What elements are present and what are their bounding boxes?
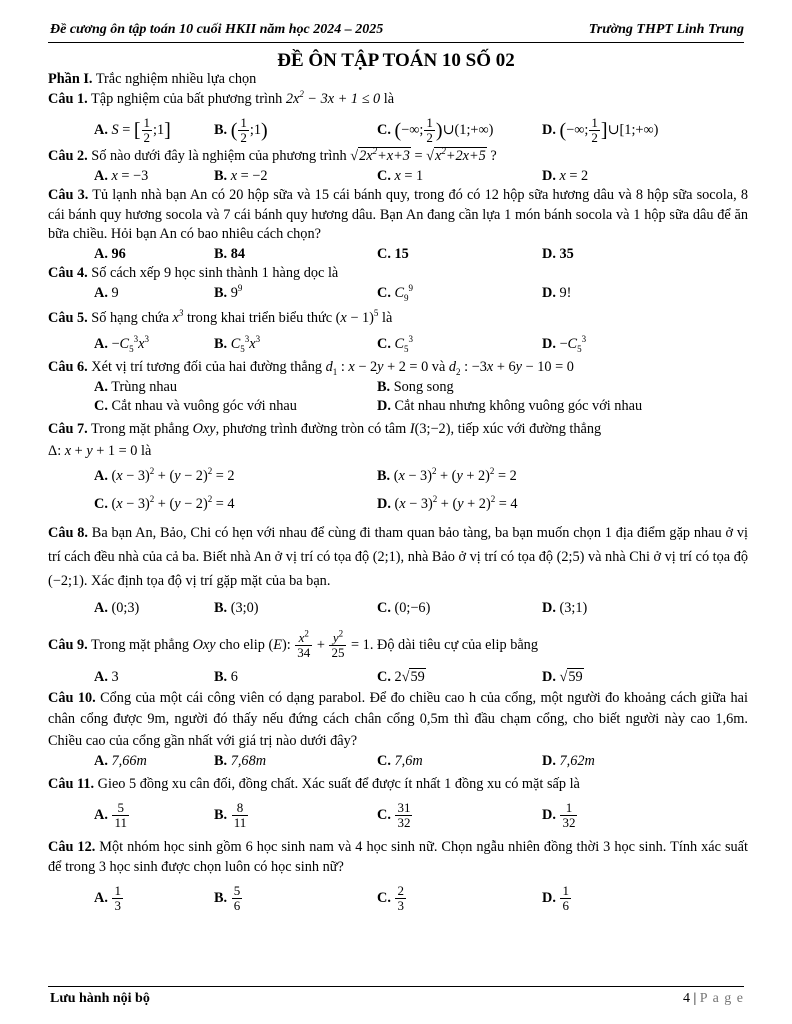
question-2: Câu 2. Số nào dưới đây là nghiệm của phương trình $√2x^2+x+3 = √x^2+2x+5$ ? xyxy=(48,146,497,164)
content xyxy=(48,70,748,911)
q7-options-ab: A. $(x - 3)^2 + (y - 2)^2 = 2$ B. $(x - 3)^2 + (y + 2)^2 = 2$ xyxy=(94,465,517,484)
question-7-line2: Δ: x + y + 1 = 0 là xyxy=(48,443,152,459)
q4-options: A. 9 B. $9^9$ C. $C_9^9$ D. 9! xyxy=(94,282,572,303)
q6-options-ab: A. Trùng nhau B. Song song xyxy=(94,378,454,395)
q11-options: A. $\frac{5}{11}$ B. $\frac{8}{11}$ C. $\frac{31}{32}$ D. $\frac{1}{32}$ xyxy=(94,800,576,830)
question-12: Câu 12. Một nhóm học sinh gồm 6 học sinh nam và 4 học sinh nữ. Chọn ngẫu nhiên đồng thời 3 học sinh. Tính xác suất để trong 3 học sinh được chọn luôn có học sinh nữ? xyxy=(48,839,748,875)
question-1: Câu 1. Tập nghiệm của bất phương trình $2x^2 - 3x + 1 \le 0$ là xyxy=(48,88,395,107)
header-right: Trường THPT Linh Trung xyxy=(588,22,744,37)
page-header xyxy=(48,22,744,40)
question-5: Câu 5. Số hạng chứa $x^3$ trong khai triển biểu thức $(x - 1)^5$ là xyxy=(48,308,393,326)
q3-options: A. 96 B. 84 C. 15 D. 35 xyxy=(94,245,574,262)
footer-divider xyxy=(48,986,744,987)
page-number: 4 | P a g e xyxy=(682,991,744,1006)
question-9: Câu 9. Trong mặt phẳng Oxy cho elip (E): $\frac{x^2}{34}$ + $\frac{y^2}{25}$ = 1. Độ dài tiêu cự của elip bằng xyxy=(48,628,538,661)
q9-options: A. 3 B. 6 C. 2√59 D. √59 xyxy=(94,669,583,685)
q2-options: A. x = −3 B. x = −2 C. x = 1 D. x = 2 xyxy=(94,167,589,184)
q7-options-cd: C. $(x - 3)^2 + (y - 2)^2 = 4$ D. $(x - 3)^2 + (y + 2)^2 = 4$ xyxy=(94,494,518,512)
question-10: Câu 10. Cổng của một cái công viên có dạng parabol. Để đo chiều cao h của cổng, một người đo khoảng cách giữa hai chân cổng được 9m, người đó thấy nếu đứng cách chân cổng 0,5m thì đầu chạm cổng, cho biết người này cao 1,6m. Chiều cao của cổng gần nhất với giá trị nào dưới đây? xyxy=(48,689,748,749)
header-divider xyxy=(48,42,744,43)
q6-options-cd: C. Cắt nhau và vuông góc với nhau D. Cắt nhau nhưng không vuông góc với nhau xyxy=(94,398,643,414)
header-left: Đề cương ôn tập toán 10 cuối HKII năm học 2024 – 2025 xyxy=(50,22,384,37)
footer-left: Lưu hành nội bộ xyxy=(50,991,150,1006)
question-3: Câu 3. Tủ lạnh nhà bạn An có 20 hộp sữa và 15 cái bánh quy, trong đó có 12 hộp sữa hương dâu và 8 hộp sữa socola, 8 cái bánh quy hương socola và 7 cái bánh quy hương dâu. Bạn An đang cần lựa 1 món bánh socola và 1 hộp sữa dâu để ăn bữa chiều. Hỏi bạn An có bao nhiêu cách chọn? xyxy=(48,187,748,242)
q1-options: A. S = [ $\frac{1}{2}$ ;1] B. ( $\frac{1}{2}$ ;1) C. (−∞; $\frac{1}{2}$ )∪(1;+∞) D. (−∞; $\frac{1}{2}$ ]∪[1;+∞) xyxy=(94,115,659,145)
question-6: Câu 6. Xét vị trí tương đối của hai đường thẳng $d_1$ : x − 2y + 2 = 0 và $d_2$ : −3x + 6y − 10 = 0 xyxy=(48,359,574,377)
q5-options: A. $-C_5^3x^3$ B. $C_5^3x^3$ C. $C_5^3$ D. $-C_5^3$ xyxy=(94,333,587,354)
question-7: Câu 7. Trong mặt phẳng Oxy, phương trình đường tròn có tâm I(3;−2), tiếp xúc với đường thẳng xyxy=(48,420,602,437)
question-4: Câu 4. Số cách xếp 9 học sinh thành 1 hàng dọc là xyxy=(48,265,339,281)
q12-options: A. $\frac{1}{3}$ B. $\frac{5}{6}$ C. $\frac{2}{3}$ D. $\frac{1}{6}$ xyxy=(94,883,569,913)
part-heading: Phần I. Trắc nghiệm nhiều lựa chọn xyxy=(48,71,257,87)
page-title: ĐỀ ÔN TẬP TOÁN 10 SỐ 02 xyxy=(277,50,515,71)
question-8: Câu 8. Ba bạn An, Bảo, Chi có hẹn với nhau để cùng đi tham quan bảo tàng, ba bạn muốn chọn 1 địa điểm gặp nhau ở vị trí cách đều nhà của cả ba. Biết nhà An ở vị trí có tọa độ (2;1), nhà Bảo ở vị trí có tọa độ (2;5) và nhà Chi ở vị trí có tọa độ (−2;1). Xác định tọa độ vị trí gặp mặt của ba bạn. xyxy=(48,524,749,589)
q10-options: A. 7,66m B. 7,68m C. 7,6m D. 7,62m xyxy=(94,753,595,769)
question-11: Câu 11. Gieo 5 đồng xu cân đối, đồng chất. Xác suất để được ít nhất 1 đồng xu có mặt sấp là xyxy=(48,775,580,792)
q8-options: A. (0;3) B. (3;0) C. (0;−6) D. (3;1) xyxy=(94,599,588,616)
